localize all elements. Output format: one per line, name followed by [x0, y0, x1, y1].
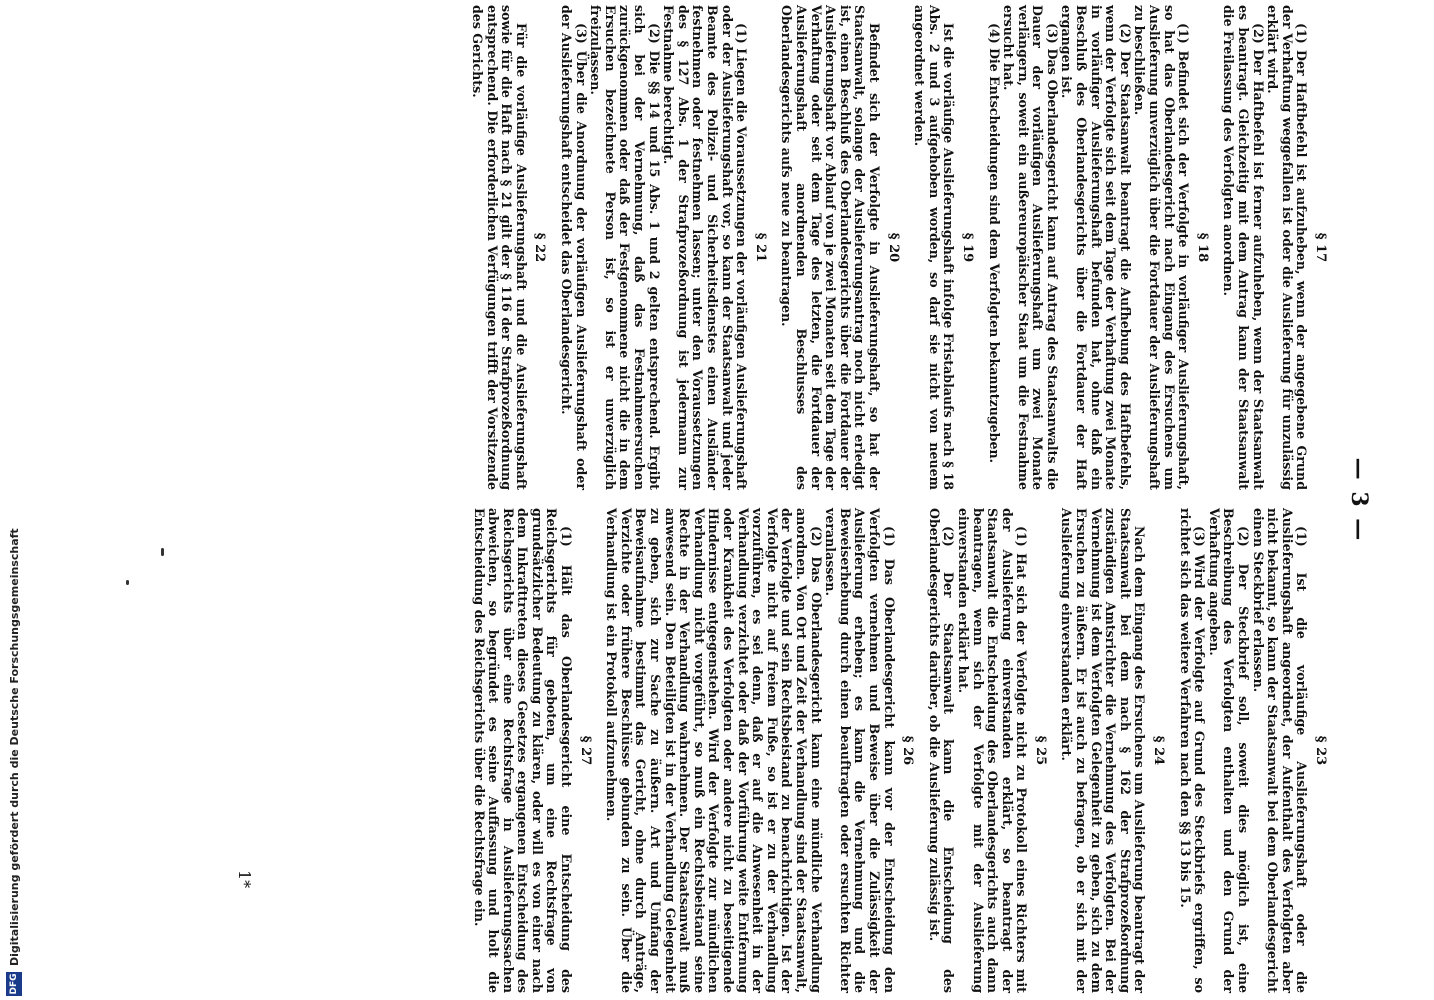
section-heading: § 23: [1313, 735, 1328, 766]
page-number-header: — 3 —: [1346, 457, 1372, 543]
paragraph: (3) Über die Anordnung der vorläufigen Auslieferungshaft oder der Auslieferungshaft entscheidet das Oberlandesgericht.: [559, 5, 589, 490]
section-heading: § 19: [959, 232, 975, 263]
paragraph: Ist die vorläufige Auslieferungshaft infolge Fristablaufs nach § 18 Abs. 2 und 3 aufgehoben worden, so darf sie nicht von neuem angeordnet werden.: [912, 5, 957, 490]
paragraph: (1) Hält das Oberlandesgericht eine Entscheidung des Reichsgerichts für geboten, um eine Rechtsfrage von grundsätzlicher Bedeutung zu klären, oder will es von einer nach dem Inkrafttreten dieses Gesetzes ergangenen Entscheidung des Reichsgerichts über eine Rechtsfrage in Auslieferungssachen abweichen, so begründet es seine Auffassung und holt die Entscheidung des Reichsgerichts über die Rechtsfrage ein.: [471, 508, 575, 993]
section-heading: § 25: [1032, 735, 1048, 766]
section-heading: § 27: [577, 735, 593, 766]
paragraph: (3) Das Oberlandesgericht kann auf Antrag des Staatsanwalts die Dauer der vorläufigen Auslieferungshaft um zwei Monate verlängern, soweit ein außereuropäischer Staat um die Festnahme ersucht hat.: [1001, 5, 1060, 490]
right-column: [169, 508, 1339, 993]
smudge-mark: [161, 548, 164, 556]
paragraph: Befindet sich der Verfolgte in Auslieferungshaft, so hat der Staatsanwalt, solange der Auslieferungsantrag noch nicht erledigt ist, einen Beschluß des Oberlandesgerichts über die Fortdauer der Auslieferungshaft vor Ablauf von je zwei Monaten seit dem Tage der Verhaftung oder seit dem Tage des letzten, die Fortdauer der Auslieferungshaft anordnenden Beschlusses des Oberlandesgerichts aufs neue zu beantragen.: [779, 5, 882, 490]
signature-mark: 1*: [235, 870, 254, 889]
paragraph: (4) Die Entscheidungen sind dem Verfolgten bekanntzugeben.: [986, 23, 1002, 464]
section-heading: § 18: [1194, 232, 1210, 263]
footer-credit-text: Digitalisierung gefördert durch die Deutsche Forschungsgemeinschaft: [8, 528, 21, 966]
paragraph: (1) Der Haftbefehl ist aufzuheben, wenn der angegebene Grund der Verhaftung weggefallen ist oder die Auslieferung für unzulässig erklärt wird.: [1265, 5, 1310, 490]
section-heading: § 24: [1151, 735, 1167, 766]
paragraph: (3) Wird der Verfolgte auf Grund des Steckbriefs ergriffen, so richtet sich das weitere Verfahren nach den §§ 13 bis 15.: [1177, 508, 1208, 993]
paragraph: (2) Der Steckbrief soll, soweit dies möglich ist, eine Beschreibung des Verfolgten enthalten und den Grund der Verhaftung angeben.: [1206, 508, 1252, 993]
left-column: [169, 5, 1339, 490]
paragraph: (2) Der Staatsanwalt beantragt die Aufhebung des Haftbefehls, wenn der Verfolgte sich seit dem Tage der Verhaftung zwei Monate in vorläufiger Auslieferungshaft befunden hat, ohne daß ein Beschluß des Oberlandesgerichts über die Fortdauer der Haft ergangen ist.: [1059, 5, 1133, 490]
dfg-logo: DFG: [6, 972, 22, 996]
paragraph: (2) Die §§ 14 und 15 Abs. 1 und 2 gelten entsprechend. Ergibt sich bei der Vernehmung, daß das Festnahmeersuchen zurückgenommen oder daß der Festgenommene nicht die in dem Ersuchen bezeichnete Person ist, so ist er unverzüglich freizulassen.: [588, 5, 662, 490]
section-heading: § 20: [885, 232, 901, 263]
footer-rotated: [0, 0, 30, 1000]
paragraph: (2) Das Oberlandesgericht kann eine mündliche Verhandlung anordnen. Von Ort und Zeit der Verhandlung sind der Staatsanwalt, der Verfolgte und sein Rechtsbeistand zu benachrichtigen. Ist der Verfolgte nicht auf freiem Fuße, so ist er zu der Verhandlung vorzuführen, es sei denn, daß er auf die Anwesenheit in der Verhandlung verzichtet oder daß der Vorführung weite Entfernung oder Krankheit des Verfolgten oder andere nicht zu beseitigende Hindernisse entgegenstehen. Wird der Verfolgte zur mündlichen Verhandlung nicht vorgeführt, so muß ein Rechtsbeistand seine Rechte in der Verhandlung wahrnehmen. Der Staatsanwalt muß anwesend sein. Den Beteiligten ist in der Verhandlung Gelegenheit zu geben, sich zur Sache zu äußern. Art und Umfang der Beweisaufnahme bestimmt das Gericht, ohne durch Anträge, Verzichte oder frühere Beschlüsse gebunden zu sein. Über die Verhandlung ist ein Protokoll aufzunehmen.: [604, 508, 824, 993]
paragraph: (2) Der Haftbefehl ist ferner aufzuheben, wenn der Staatsanwalt es beantragt. Gleichzeitig mit dem Antrag kann der Staatsanwalt die Freilassung des Verfolgten anordnen.: [1221, 5, 1266, 490]
paragraph: (1) Liegen die Voraussetzungen der vorläufigen Auslieferungshaft oder der Auslieferungshaft vor, so kann der Staatsanwalt und jeder Beamte des Polizei- und Sicherheitsdienstes einen Ausländer festnehmen oder festnehmen lassen; unter den Voraussetzungen des § 127 Abs. 1 der Strafprozeßordnung ist jedermann zur Festnahme berechtigt.: [661, 5, 750, 490]
paragraph: (1) Befindet sich der Verfolgte in vorläufiger Auslieferungshaft, so hat das Oberlandesgericht nach Eingang des Ersuchens um Auslieferung unverzüglich über die Fortdauer der Auslieferungshaft zu beschließen.: [1132, 5, 1192, 490]
paragraph: (1) Hat sich der Verfolgte nicht zu Protokoll eines Richters mit der Auslieferung einverstanden erklärt, so beantragt der Staatsanwalt die Entscheidung des Oberlandesgerichts auch dann beantragen, wenn sich der Verfolgte mit der Auslieferung einverstanden erklärt hat.: [955, 508, 1030, 993]
section-heading: § 22: [532, 232, 548, 263]
smudge-mark: [126, 580, 129, 585]
paragraph: (2) Der Staatsanwalt kann die Entscheidung des Oberlandesgerichts darüber, ob die Auslieferung zulässig ist.: [926, 508, 957, 993]
paragraph: (1) Ist die vorläufige Auslieferungshaft oder die Auslieferungshaft angeordnet, der Aufenthalt des Verfolgten aber nicht bekannt, so kann der Staatsanwalt bei dem Oberlandesgericht einen Steckbrief erlassen.: [1250, 508, 1310, 993]
paragraph: Für die vorläufige Auslieferungshaft und die Auslieferungshaft sowie für die Haft nach § 21 gilt der § 116 der Strafprozeßordnung entsprechend. Die erforderlichen Verfügungen trifft der Vorsitzende des Gerichts.: [470, 5, 529, 490]
section-heading: § 26: [900, 735, 916, 766]
section-heading: § 21: [752, 232, 768, 263]
section-heading: § 17: [1313, 232, 1328, 263]
paragraph: Nach dem Eingang des Ersuchens um Auslieferung beantragt der Staatsanwalt bei dem nach § 162 der Strafprozeßordnung zuständigen Amtsrichter die Vernehmung des Verfolgten. Bei der Vernehmung ist dem Verfolgten Gelegenheit zu geben, sich zu dem Ersuchen zu äußern. Er ist auch zu befragen, ob er sich mit der Auslieferung einverstanden erklärt.: [1059, 508, 1148, 993]
digitization-footer: [0, 0, 30, 1000]
paragraph: (1) Das Oberlandesgericht kann vor der Entscheidung den Verfolgten vernehmen und Beweise über die Zulässigkeit der Auslieferung erheben; es kann die Vernehmung und die Beweiserhebung durch einen beauftragten oder ersuchten Richter veranlassen.: [823, 508, 897, 993]
